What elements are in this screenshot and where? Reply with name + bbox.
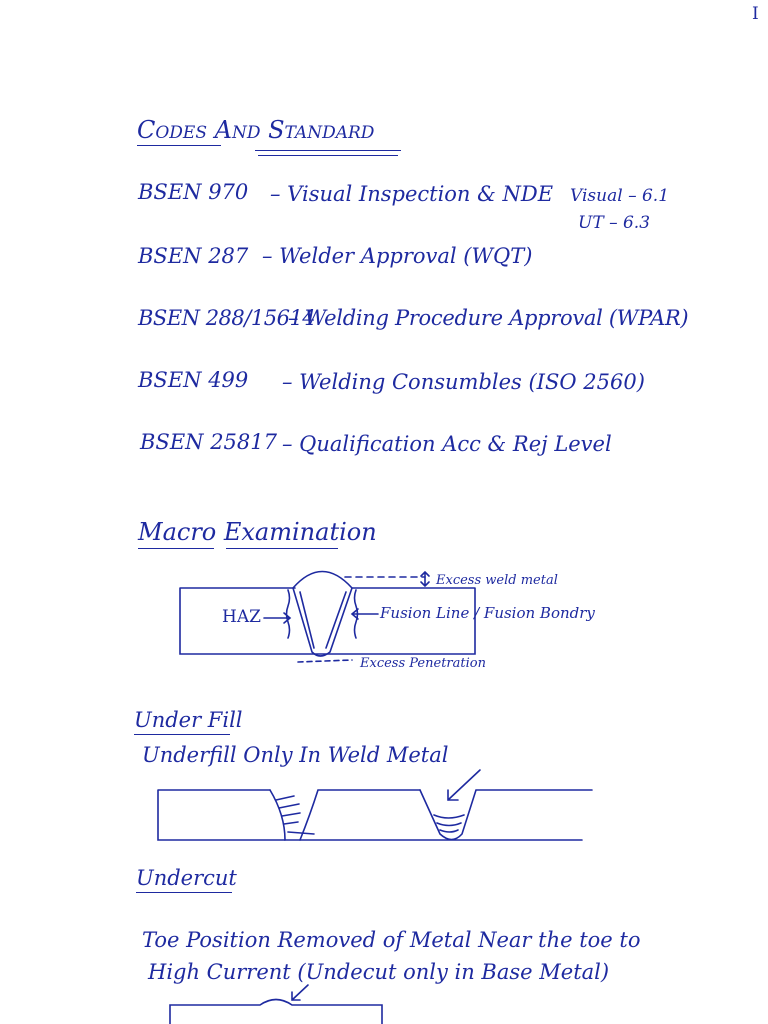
- underfill-arrow: [448, 770, 480, 800]
- macro-weld-bead: [293, 572, 352, 657]
- macro-haz-left: [287, 590, 290, 638]
- code-label: BSEN 25817: [140, 430, 278, 454]
- code-description: – Qualification Acc & Rej Level: [282, 432, 612, 456]
- undercut-arrow: [292, 985, 308, 1000]
- macro-heading: Macro Examination: [138, 518, 377, 546]
- undercut-heading: Undercut: [136, 866, 237, 890]
- fusion-arrow: [352, 609, 378, 619]
- undercut-plate: [170, 1000, 382, 1024]
- underfill-heading-underline: [134, 734, 230, 735]
- underfill-plate-left: [158, 790, 285, 840]
- code-description: – Welder Approval (WQT): [262, 244, 533, 268]
- underfill-text: Underfill Only In Weld Metal: [142, 743, 449, 767]
- codes-heading: Codes And Standard: [137, 116, 375, 144]
- excess-weld-arrow: [421, 572, 429, 586]
- fusion-line-label: Fusion Line / Fusion Bondry: [380, 604, 595, 622]
- code-label: BSEN 970: [138, 180, 249, 204]
- page-number-mark: I: [752, 4, 759, 24]
- code-label: BSEN 287: [138, 244, 249, 268]
- code-description: – Welding Procedure Approval (WPAR): [288, 306, 689, 330]
- excess-weld-metal-label: Excess weld metal: [436, 573, 558, 588]
- undercut-heading-underline: [136, 892, 232, 893]
- excess-penetration-label: Excess Penetration: [360, 656, 486, 671]
- excess-penetration-dash: [298, 660, 352, 662]
- code-description: – Visual Inspection & NDE: [270, 182, 554, 206]
- macro-weld-inner: [300, 592, 346, 648]
- undercut-text-line1: Toe Position Removed of Metal Near the toe to: [142, 928, 641, 952]
- code-note-2: UT – 6.3: [578, 213, 651, 233]
- code-note: Visual – 6.1: [570, 186, 670, 206]
- haz-arrow: [264, 613, 290, 623]
- code-description: – Welding Consumbles (ISO 2560): [282, 370, 645, 394]
- code-label: BSEN 499: [138, 368, 249, 392]
- undercut-text-line2: High Current (Undecut only in Base Metal): [148, 960, 610, 984]
- haz-label: HAZ: [222, 607, 261, 627]
- code-label: BSEN 288/15614: [138, 306, 316, 330]
- underfill-heading: Under Fill: [134, 708, 243, 732]
